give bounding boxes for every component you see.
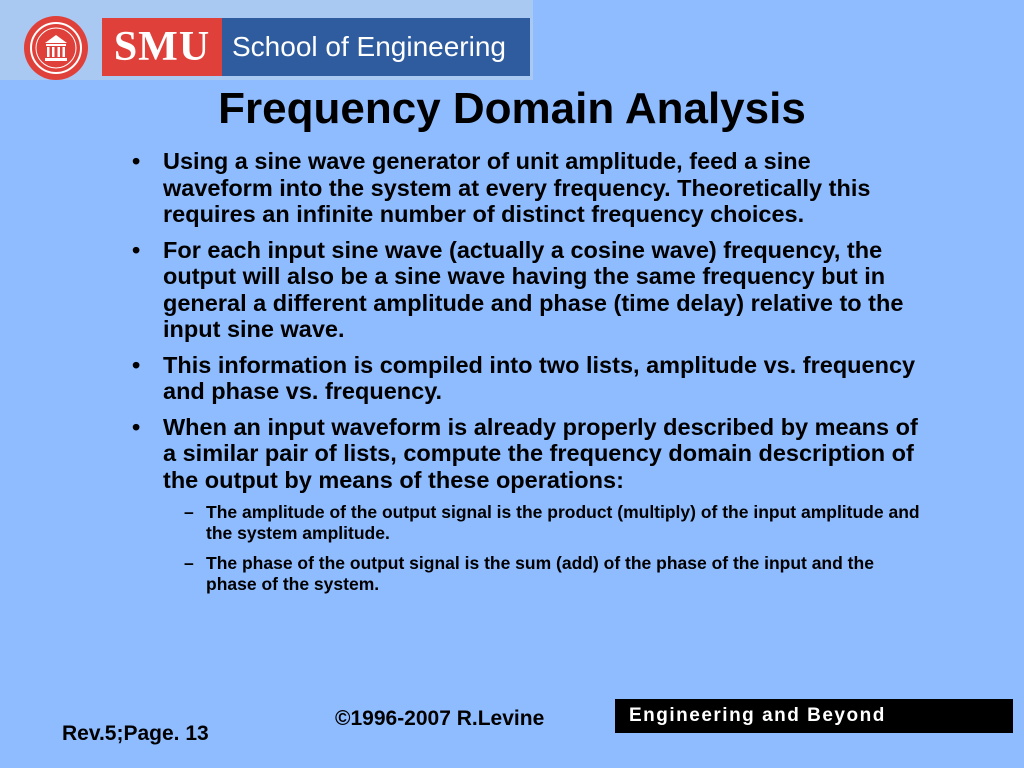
engineering-and-beyond-banner: Engineering and Beyond — [615, 699, 1013, 733]
bullet-marker: • — [132, 351, 141, 378]
bullet-marker: • — [132, 413, 141, 440]
sub-bullet-text: The phase of the output signal is the sum (add) of the phase of the input and the phase of the system. — [206, 553, 874, 594]
bullet-item — [132, 352, 922, 405]
sub-bullet-item — [175, 553, 922, 595]
bullet-item — [132, 237, 922, 343]
sub-bullet-marker: – — [184, 553, 194, 573]
sub-bullet-text: The amplitude of the output signal is the product (multiply) of the input amplitude and the system amplitude. — [206, 502, 920, 543]
university-seal-icon — [24, 16, 88, 80]
logo-banner — [0, 0, 533, 80]
bullet-text: When an input waveform is already properly described by means of a similar pair of lists, compute the frequency domain description of the output by means of these operations: — [163, 413, 918, 493]
bullet-marker: • — [132, 236, 141, 263]
sub-bullet-item — [175, 502, 922, 544]
bullet-text: This information is compiled into two lists, amplitude vs. frequency and phase vs. frequency. — [163, 351, 916, 404]
bullet-text: Using a sine wave generator of unit amplitude, feed a sine waveform into the system at every frequency. Theoretically this requires an infinite number of distinct frequency choices. — [163, 148, 871, 227]
sub-bullet-list — [132, 502, 922, 595]
sub-bullet-marker: – — [184, 502, 194, 522]
bullet-item — [132, 148, 922, 228]
bullet-item — [132, 414, 922, 494]
page-reference: Rev.5;Page. 13 — [62, 722, 209, 745]
bullet-list — [132, 148, 922, 604]
copyright-text: ©1996-2007 R.Levine — [335, 707, 545, 730]
slide-title: Frequency Domain Analysis — [218, 84, 806, 133]
school-name: School of Engineering — [222, 18, 530, 76]
smu-logo-text: SMU — [102, 18, 222, 76]
bullet-marker: • — [132, 148, 141, 174]
bullet-text: For each input sine wave (actually a cosine wave) frequency, the output will also be a sine wave having the same frequency but in general a different amplitude and phase (time delay) relative to the input sine wave. — [163, 236, 904, 342]
